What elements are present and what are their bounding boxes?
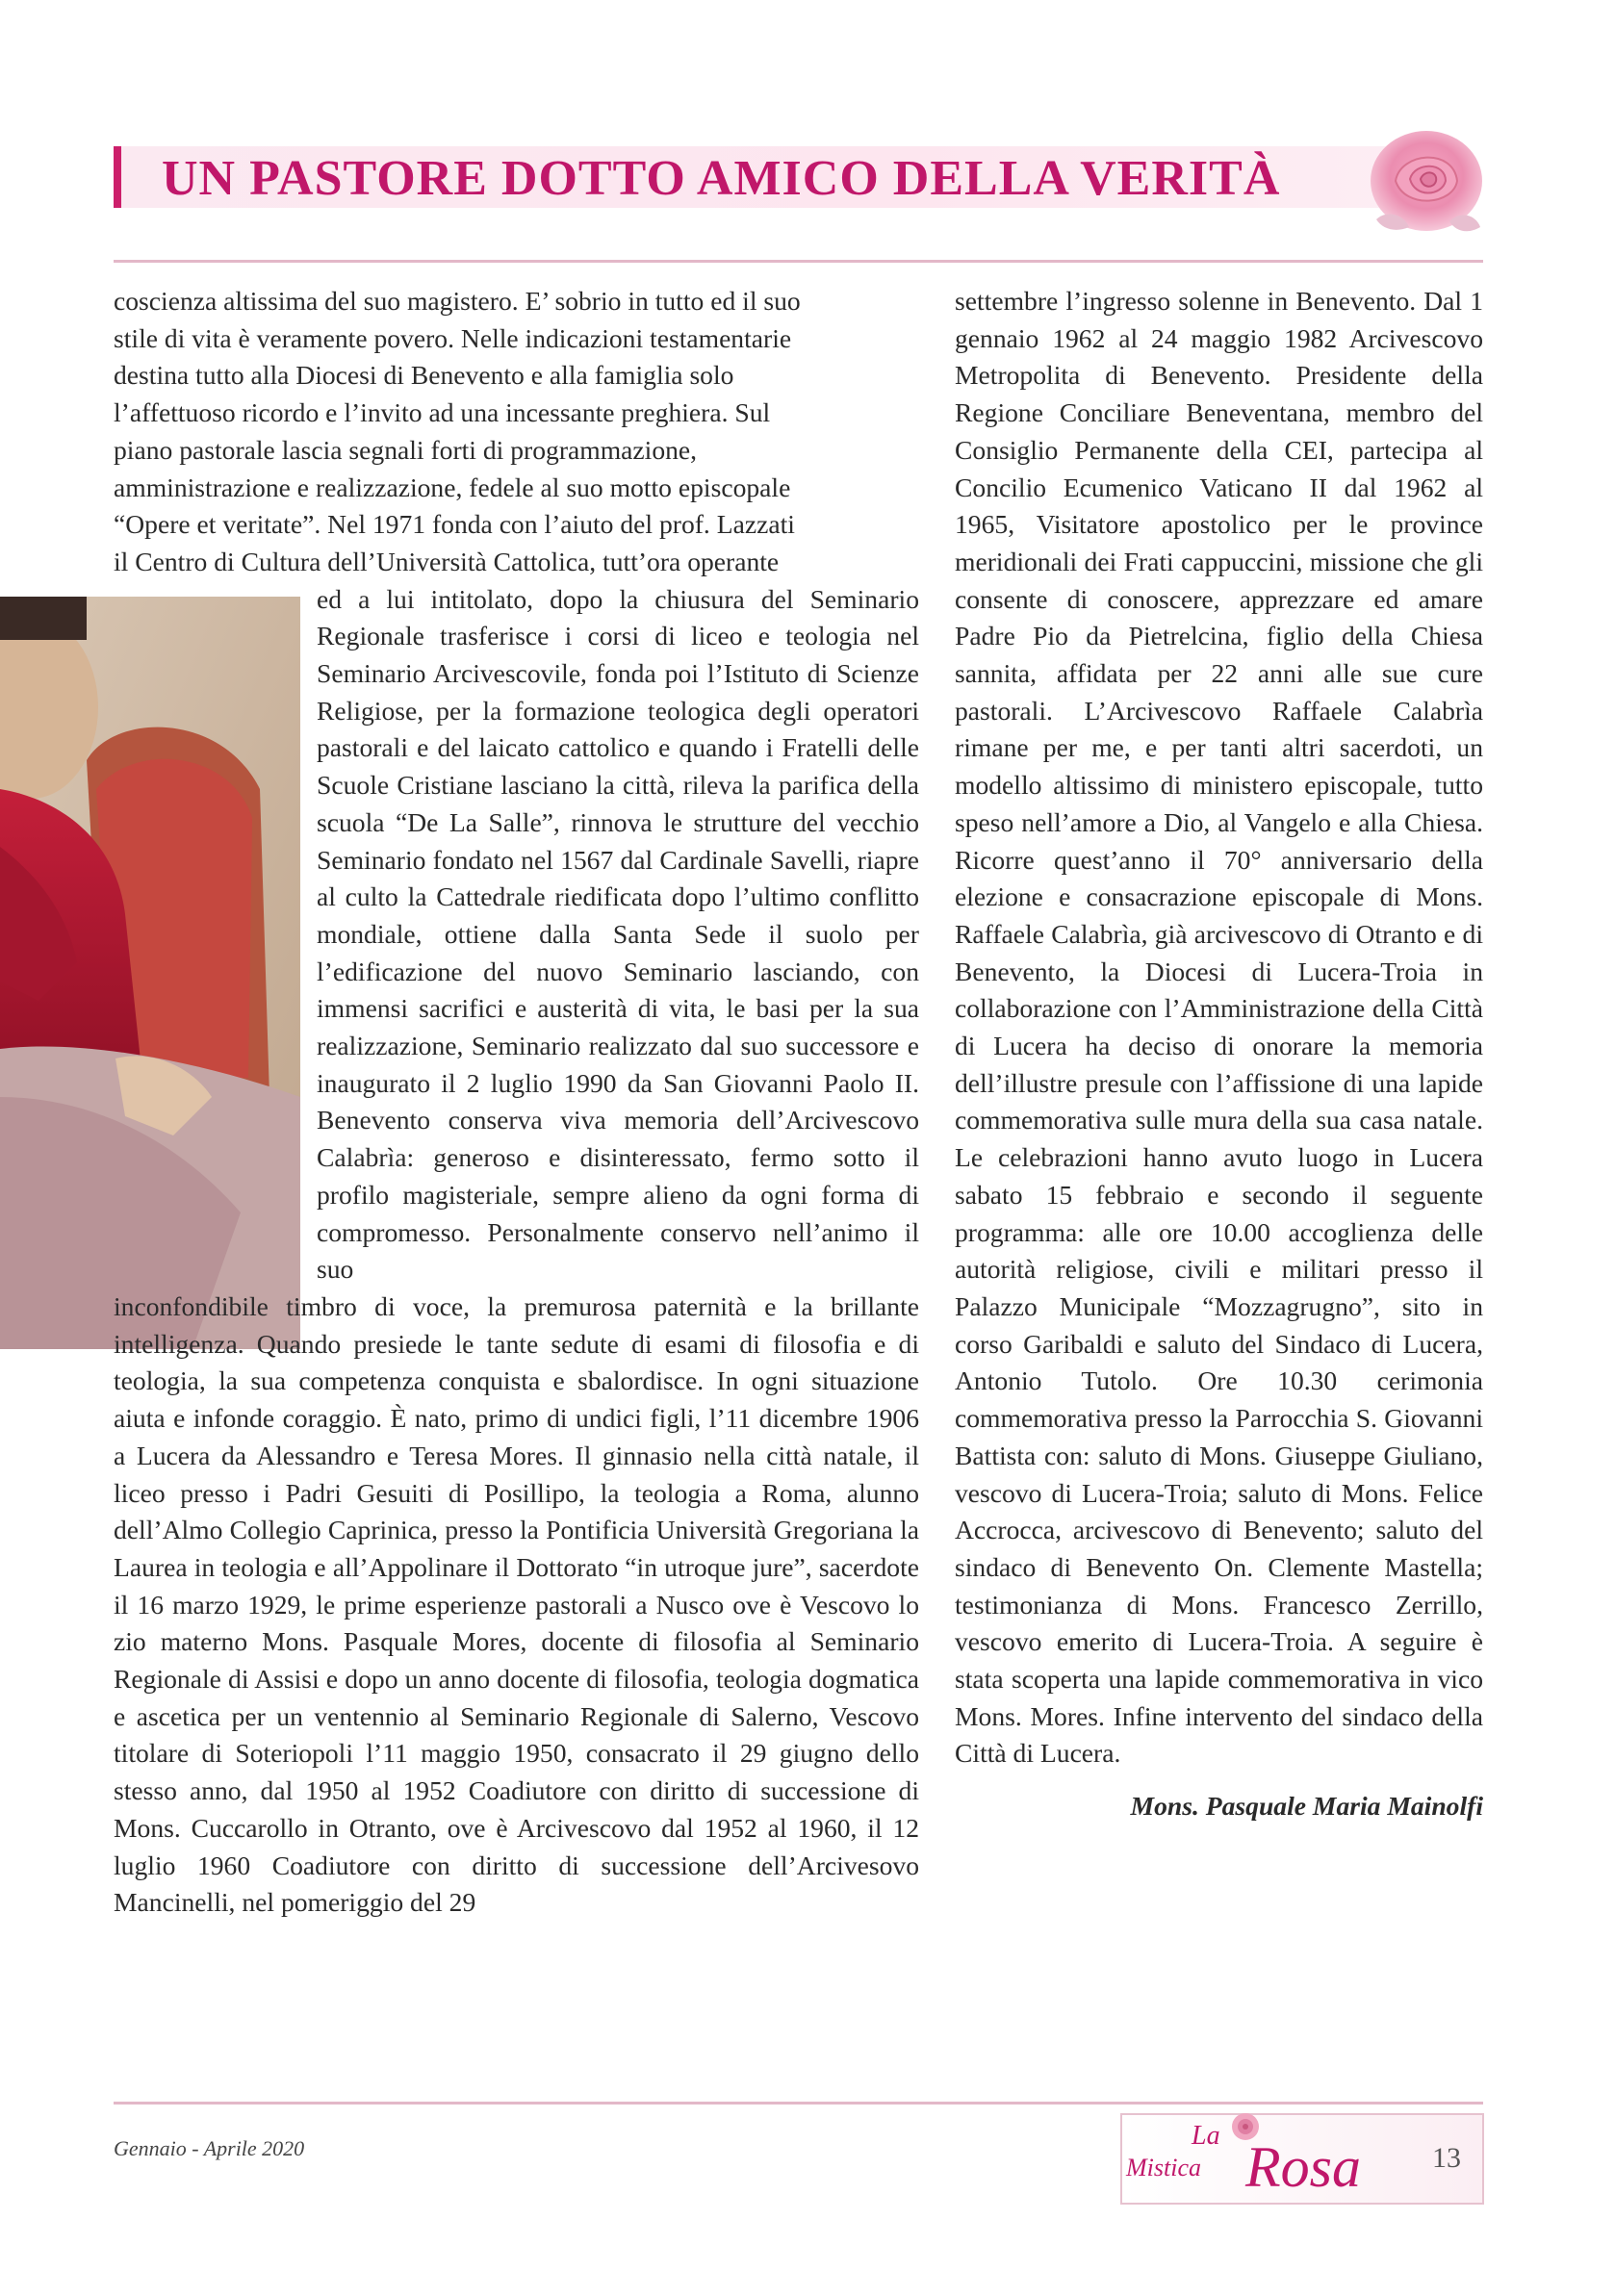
magazine-logo-box xyxy=(1120,2113,1484,2205)
left-column xyxy=(114,283,919,1922)
title-banner xyxy=(114,146,1432,208)
left-top-line: l’affettuoso ricordo e l’invito ad una incessante preghiera. Sul xyxy=(114,397,771,428)
logo-rosa: Rosa xyxy=(1245,2135,1361,2199)
page-title: UN PASTORE DOTTO AMICO DELLA VERITÀ xyxy=(162,151,1281,206)
left-bottom-paragraph: inconfondibile timbro di voce, la premurosa paternità e la brillante intelligenza. Quando presiede le tante sedute di esami di filosofia e di teologia, la sua competenza conquista e sbalordisce. In ogni situazione aiuta e infonde coraggio. È nato, primo di undici figli, l’11 dicembre 1906 a Lucera da Alessandro e Teresa Mores. Il ginnasio nella città natale, il liceo presso i Padri Gesuiti di Posillipo, la teologia a Roma, alunno dell’Almo Collegio Caprinica, presso la Pontificia Università Gregoriana la Laurea in teologia e all’Appolinare il Dottorato “in utroque jure”, sacerdote il 16 marzo 1929, le prime esperienze pastorali a Nusco ove è Vescovo lo zio materno Mons. Pasquale Mores, docente di filosofia al Seminario Regionale di Assisi e dopo un anno docente di filosofia, teologia dogmatica e ascetica per un ventennio al Seminario Regionale di Salerno, Vescovo titolare di Soteriopoli l’11 maggio 1950, consacrato il 29 giugno dello stesso anno, dal 1950 al 1952 Coadiutore con diritto di successione di Mons. Cuccarollo in Otranto, ove è Arcivescovo dal 1952 al 1960, il 12 luglio 1960 Coadiutore con diritto di successione dell’Arcivesovo Mancinelli, nel pomeriggio del 29 xyxy=(114,1290,919,1918)
left-wrapped-paragraph: ed a lui intitolato, dopo la chiusura del Seminario Regionale trasferisce i corsi di liceo e teologia nel Seminario Arcivescovile, fonda poi l’Istituto di Scienze Religiose, per la formazione teologica degli operatori pastorali e del laicato cattolico e quando i Fratelli delle Scuole Cristiane lasciano la città, rileva la parifica della scuola “De La Salle”, rinnova le strutture del vecchio Seminario fondato nel 1567 dal Cardinale Savelli, riapre al culto la Cattedrale riedificata dopo l’ultimo conflitto mondiale, ottiene dalla Santa Sede il suolo per l’edificazione del nuovo Seminario lasciando, con immensi sacrifici e austerità di vita, le basi per la sua realizzazione, Seminario realizzato dal suo successore e inaugurato il 2 luglio 1990 da San Giovanni Paolo II. Benevento conserva viva memoria dell’Arcivescovo Calabrìa: generoso e disinteressato, fermo sotto il profilo magisteriale, sempre alieno da ogni forma di compromesso. Personalmente conservo nell’animo il suo xyxy=(317,583,919,1285)
logo-mistica: Mistica xyxy=(1126,2154,1201,2181)
bottom-divider xyxy=(114,2102,1483,2105)
left-top-line: coscienza altissima del suo magistero. E’ sobrio in tutto ed il suo xyxy=(114,286,801,316)
left-top-line: piano pastorale lascia segnali forti di programmazione, xyxy=(114,434,698,465)
rose-icon xyxy=(1357,114,1492,248)
left-top-line: amministrazione e realizzazione, fedele al suo motto episcopale xyxy=(114,472,791,502)
issue-date: Gennaio - Aprile 2020 xyxy=(114,2136,305,2160)
author-signature: Mons. Pasquale Maria Mainolfi xyxy=(1130,1791,1483,1822)
right-column xyxy=(955,283,1483,1825)
logo-la: La xyxy=(1192,2121,1220,2151)
right-paragraph: settembre l’ingresso solenne in Benevento. Dal 1 gennaio 1962 al 24 maggio 1982 Arcivescovo Metropolita di Benevento. Presidente della Regione Conciliare Beneventana, membro del Consiglio Permanente della CEI, partecipa al Concilio Ecumenico Vaticano II dal 1962 al 1965, Visitatore apostolico per le province meridionali dei Frati cappuccini, missione che gli consente di conoscere, apprezzare ed amare Padre Pio da Pietrelcina, figlio della Chiesa sannita, affidata per 22 anni alle sue cure pastorali. L’Arcivescovo Raffaele Calabrìa rimane per me, e per tanti altri sacerdoti, un modello altissimo di ministero episcopale, tutto speso nell’amore a Dio, al Vangelo e alla Chiesa. Ricorre quest’anno il 70° anniversario della elezione e consacrazione episcopale di Mons. Raffaele Calabrìa, già arcivescovo di Otranto e di Benevento, la Diocesi di Lucera-Troia in collaborazione con l’Amministrazione della Città di Lucera ha deciso di onorare la memoria dell’illustre presule con l’affissione di una lapide commemorativa sulle mura della sua casa natale. Le celebrazioni hanno avuto luogo in Lucera sabato 15 febbraio e secondo il seguente programma: alle ore 10.00 accoglienza delle autorità religiose, civili e militari presso il Palazzo Municipale “Mozzagrugno”, sito in corso Garibaldi e saluto del Sindaco di Lucera, Antonio Tutolo. Ore 10.30 cerimonia commemorativa presso la Parrocchia S. Giovanni Battista con: saluto di Mons. Giuseppe Giuliano, vescovo di Lucera-Troia; saluto di Mons. Felice Accrocca, arcivescovo di Benevento; saluto del sindaco di Benevento On. Clemente Mastella; testimonianza di Mons. Francesco Zerrillo, vescovo emerito di Lucera-Troia. A seguire è stata scoperta una lapide commemorativa in vico Mons. Mores. Infine intervento del sindaco della Città di Lucera. xyxy=(955,286,1483,1769)
top-divider xyxy=(114,260,1483,263)
left-top-line: “Opere et veritate”. Nel 1971 fonda con l’aiuto del prof. Lazzati xyxy=(114,509,795,540)
left-top-line: destina tutto alla Diocesi di Benevento e alla famiglia solo xyxy=(114,360,734,391)
left-top-line: stile di vita è veramente povero. Nelle indicazioni testamentarie xyxy=(114,322,792,353)
page-number: 13 xyxy=(1432,2142,1461,2174)
left-top-line: il Centro di Cultura dell’Università Cattolica, tutt’ora operante xyxy=(114,546,780,576)
